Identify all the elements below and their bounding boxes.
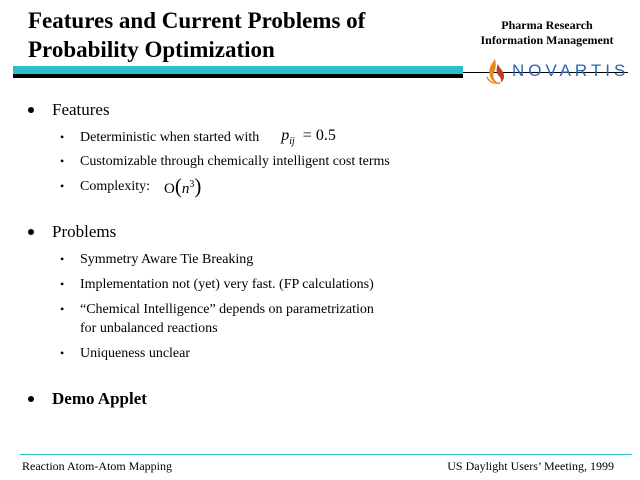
list-item bbox=[60, 275, 374, 294]
formula-complexity: $O(n^3)$ bbox=[164, 174, 202, 198]
list-item bbox=[60, 152, 390, 171]
sub-bullet: • bbox=[60, 130, 65, 144]
sub-bullet: • bbox=[60, 252, 65, 266]
section-label: Features bbox=[52, 100, 110, 119]
organization-label bbox=[468, 18, 626, 48]
slide-title bbox=[28, 6, 448, 64]
title-line-2: Probability Optimization bbox=[28, 37, 275, 62]
list-item bbox=[60, 250, 253, 269]
section-features bbox=[28, 100, 110, 120]
novartis-flame-icon bbox=[484, 57, 506, 85]
list-item bbox=[60, 174, 202, 199]
list-item bbox=[60, 344, 190, 363]
org-line-2: Information Management bbox=[480, 33, 614, 47]
item-text-line-2: for unbalanced reactions bbox=[80, 321, 218, 336]
formula-pij: $p_{ij} = 0.5$ bbox=[281, 127, 336, 148]
logo-wordmark: NOVARTIS bbox=[512, 61, 630, 80]
item-text: Uniqueness unclear bbox=[80, 346, 191, 361]
footer-left: Reaction Atom-Atom Mapping bbox=[22, 459, 172, 473]
item-text: Symmetry Aware Tie Breaking bbox=[80, 252, 254, 267]
sub-bullet: • bbox=[60, 302, 65, 316]
section-demo bbox=[28, 389, 147, 409]
item-text: Customizable through chemically intelligent cost terms bbox=[80, 154, 390, 169]
list-item bbox=[60, 300, 374, 338]
item-text-line-1: “Chemical Intelligence” depends on parametrization bbox=[80, 302, 374, 317]
footer-rule bbox=[20, 454, 632, 455]
bullet-dot bbox=[28, 229, 34, 235]
footer-right: US Daylight Users’ Meeting, 1999 bbox=[447, 459, 614, 473]
sub-bullet: • bbox=[60, 346, 65, 360]
list-item bbox=[60, 128, 336, 151]
novartis-logo bbox=[484, 56, 629, 86]
sub-bullet: • bbox=[60, 154, 65, 168]
item-text: Implementation not (yet) very fast. (FP calculations) bbox=[80, 277, 374, 292]
item-text bbox=[80, 300, 374, 338]
title-underline-bar bbox=[13, 66, 463, 78]
section-label: Problems bbox=[52, 222, 117, 241]
section-problems bbox=[28, 222, 116, 242]
item-text: Complexity: bbox=[80, 179, 150, 194]
bullet-dot bbox=[28, 396, 34, 402]
org-line-1: Pharma Research bbox=[501, 18, 593, 32]
sub-bullet: • bbox=[60, 179, 65, 193]
title-line-1: Features and Current Problems of bbox=[28, 8, 366, 33]
item-text: Deterministic when started with bbox=[80, 130, 260, 145]
bullet-dot bbox=[28, 107, 34, 113]
sub-bullet: • bbox=[60, 277, 65, 291]
section-label: Demo Applet bbox=[52, 389, 147, 408]
